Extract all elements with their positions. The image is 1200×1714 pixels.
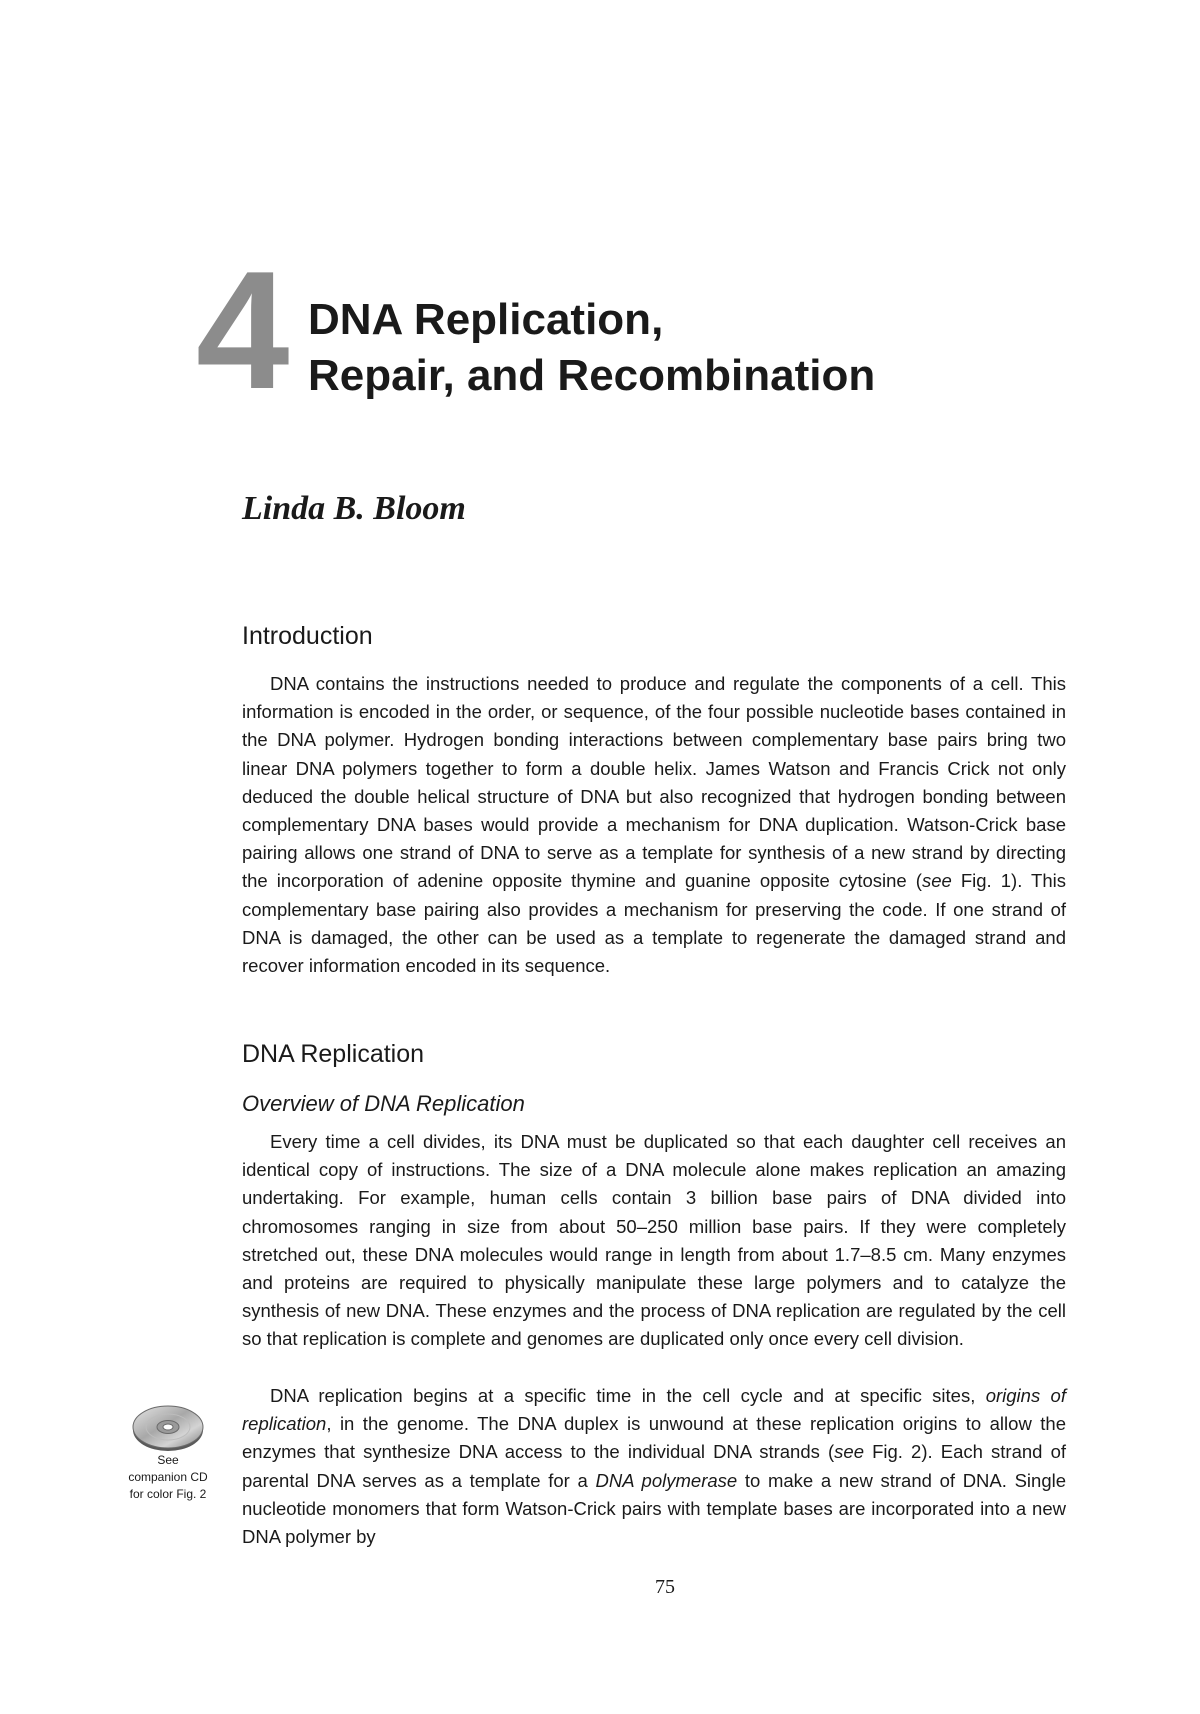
cd-note-line-2: companion CD <box>128 1470 208 1484</box>
page-number: 75 <box>655 1576 675 1598</box>
replication-paragraph-1 <box>242 1128 1066 1354</box>
dna-replication-heading: DNA Replication <box>242 1040 425 1068</box>
introduction-heading: Introduction <box>242 622 373 650</box>
author-name: Linda B. Bloom <box>242 490 466 527</box>
replication-paragraph-1-text: Every time a cell divides, its DNA must be duplicated so that each daughter cell receives an identical copy of instructions. The size of a DNA molecule alone makes replication an amazing undertaking. For example, human cells contain 3 billion base pairs of DNA divided into chromosomes ranging in size from about 50–250 million base pairs. If they were completely stretched out, these DNA molecules would range in length from about 1.7–8.5 cm. Many enzymes and proteins are required to physically manipulate these large polymers and to catalyze the synthesis of new DNA. These enzymes and the process of DNA replication are regulated by the cell so that replication is complete and genomes are duplicated only once every cell division. <box>242 1131 1066 1350</box>
p2-text-2: , in the genome. The DNA duplex is unwound at these replication origins to allow the enzymes that synthesize DNA access to the individual DNA strands ( <box>242 1413 1066 1463</box>
introduction-text-tail: Fig. 1). This complementary base pairing also provides a mechanism for preserving the code. If one strand of DNA is damaged, the other can be used as a template to regenerate the damaged strand and recover information encoded in its sequence. <box>242 870 1067 977</box>
overview-subheading: Overview of DNA Replication <box>242 1091 525 1116</box>
cd-icon <box>131 1404 205 1452</box>
dna-polymerase-term: DNA polymerase <box>595 1469 738 1491</box>
chapter-header <box>196 236 996 424</box>
see-reference: see <box>921 870 952 892</box>
companion-cd-note <box>118 1404 218 1503</box>
chapter-title-line-1: DNA Replication, <box>308 295 664 344</box>
introduction-paragraph <box>242 670 1066 980</box>
chapter-number: 4 <box>196 236 286 424</box>
see-reference-2: see <box>834 1441 864 1463</box>
p2-text-4: to make a new strand of DNA. Single nucleotide monomers that form Watson-Crick pairs with template bases are incorporated into a new DNA polymer by <box>242 1469 1067 1548</box>
chapter-title <box>308 292 875 404</box>
introduction-text: DNA contains the instructions needed to produce and regulate the components of a cell. This information is encoded in the order, or sequence, of the four possible nucleotide bases contained in the DNA polymer. Hydrogen bonding interactions between complementary base pairs bring two linear DNA polymers together to form a double helix. James Watson and Francis Crick not only deduced the double helical structure of DNA but also recognized that hydrogen bonding between complementary DNA bases would provide a mechanism for DNA duplication. Watson-Crick base pairing allows one strand of DNA to serve as a template for synthesis of a new strand by directing the incorporation of adenine opposite thymine and guanine opposite cytosine ( <box>242 673 1066 892</box>
chapter-title-line-2: Repair, and Recombination <box>308 351 876 400</box>
p2-text-1: DNA replication begins at a specific time in the cell cycle and at specific sites, <box>270 1385 986 1406</box>
origins-of-replication-term: origins of replication <box>242 1385 1066 1435</box>
p2-text-3: Fig. 2). Each strand of parental DNA serves as a template for a <box>242 1441 1066 1491</box>
cd-note-line-1: See <box>157 1453 179 1467</box>
replication-paragraph-2 <box>242 1382 1066 1551</box>
cd-note-line-3: for color Fig. 2 <box>129 1487 207 1501</box>
